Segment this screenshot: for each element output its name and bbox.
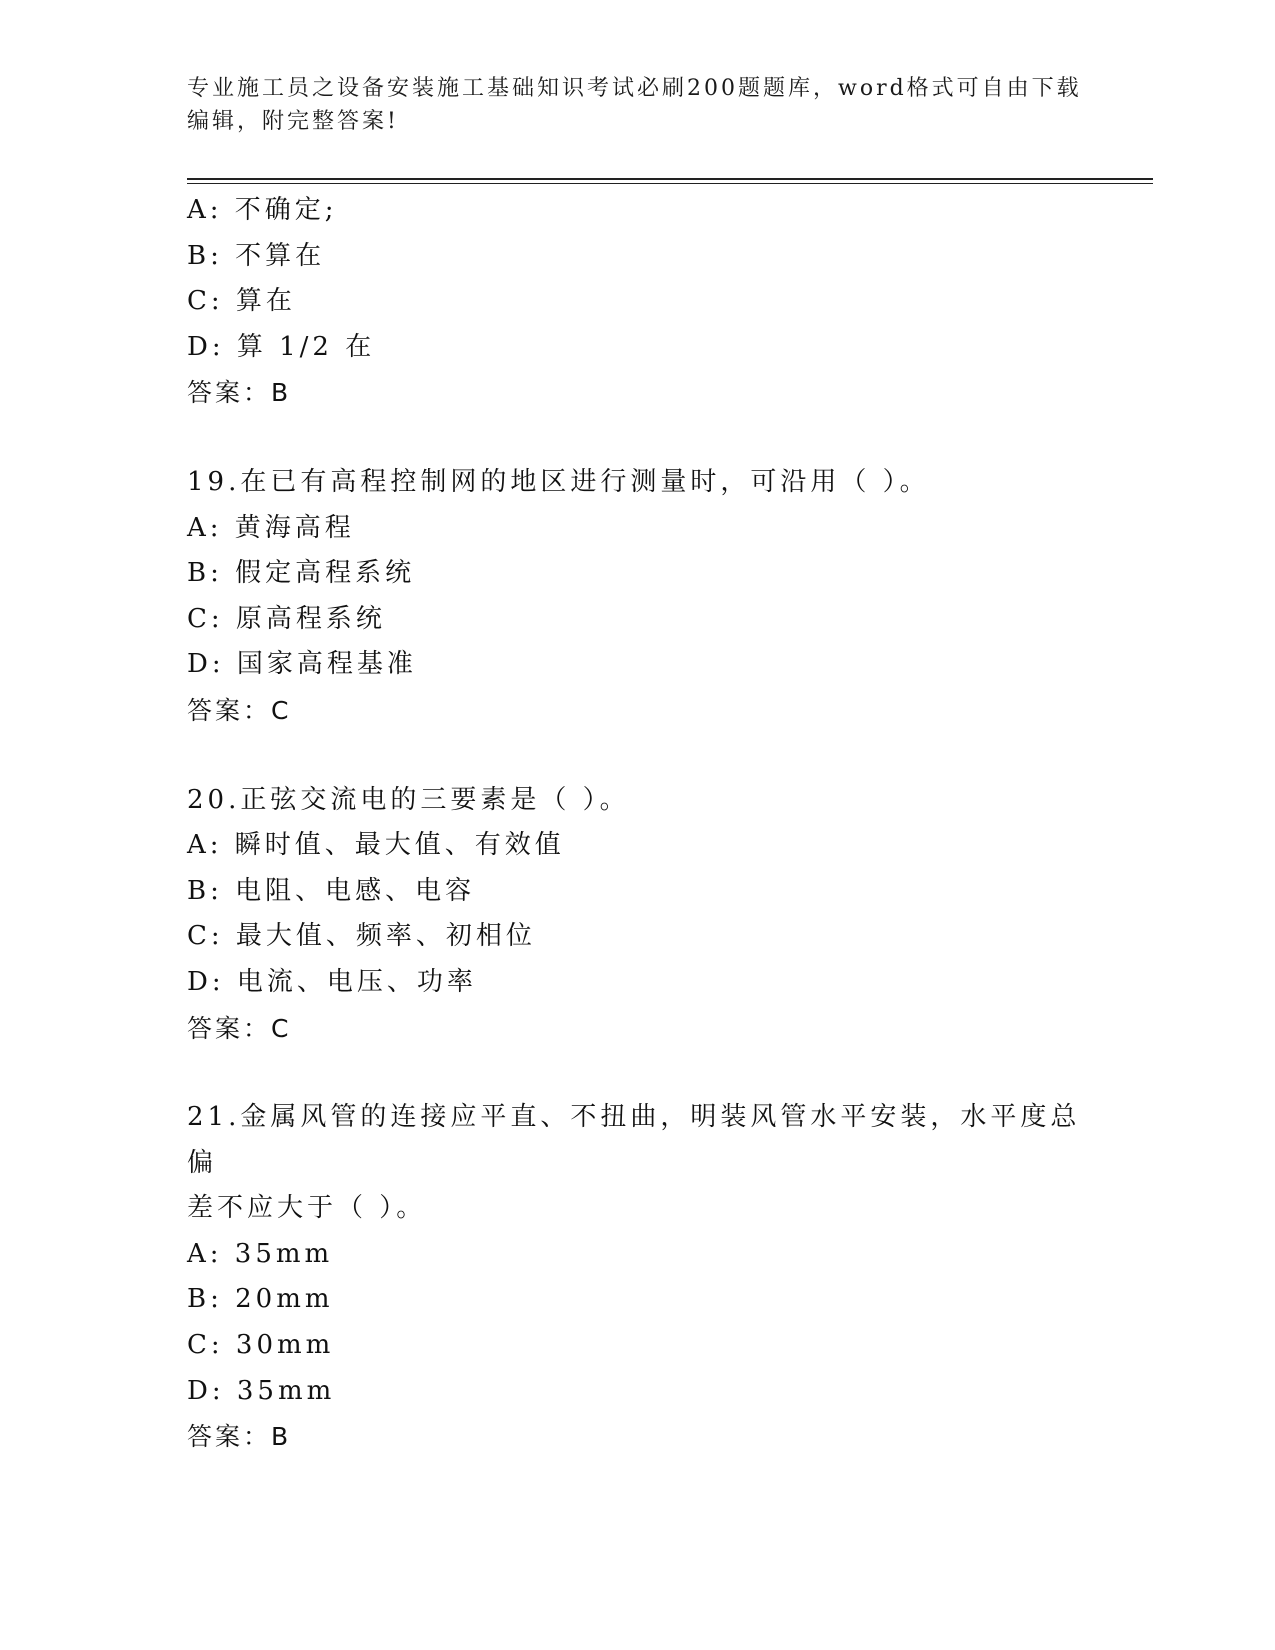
header-title-line-1: 专业施工员之设备安装施工基础知识考试必刷200题题库，word格式可自由下载 [187,76,1082,101]
option-b: B: 20mm [187,1284,334,1315]
option-d: D: 算 1/2 在 [187,331,376,362]
question-stem: 19.在已有高程控制网的地区进行测量时，可沿用（ ）。 [187,466,930,497]
option-c: C: 最大值、频率、初相位 [187,921,536,952]
header-divider-thin [187,183,1153,184]
spacer [187,416,1087,460]
option-a: A: 瞬时值、最大值、有效值 [187,830,565,861]
option-b: B: 不算在 [187,240,326,271]
option-a: A: 不确定; [187,195,338,225]
option-c: C: 原高程系统 [187,603,386,634]
question-stem-line-2: 差不应大于（ ）。 [187,1193,427,1224]
option-d: D: 电流、电压、功率 [187,966,477,997]
question-20 [187,778,1087,1052]
option-d: D: 35mm [187,1375,336,1406]
option-a: A: 黄海高程 [187,512,355,543]
question-stem: 20.正弦交流电的三要素是（ ）。 [187,784,630,815]
spacer [187,1051,1087,1095]
spacer [187,734,1087,778]
question-stem-line-1: 21.金属风管的连接应平直、不扭曲，明装风管水平安装，水平度总偏 [187,1102,1081,1178]
answer-line: 答案：B [187,378,292,408]
answer-line: 答案：B [187,1422,292,1452]
question-19 [187,460,1087,734]
question-18-continued [187,188,1087,416]
option-b: B: 电阻、电感、电容 [187,875,476,906]
option-b: B: 假定高程系统 [187,558,416,589]
question-21 [187,1095,1087,1460]
option-d: D: 国家高程基准 [187,649,417,680]
header-title-line-2: 编辑，附完整答案! [187,109,399,134]
option-c: C: 30mm [187,1330,335,1361]
answer-line: 答案：C [187,1013,292,1043]
header-divider-thick [187,178,1153,180]
option-c: C: 算在 [187,286,296,317]
question-list [187,188,1087,1460]
document-header [187,72,1087,138]
option-a: A: 35mm [187,1238,334,1269]
answer-line: 答案：C [187,695,292,725]
